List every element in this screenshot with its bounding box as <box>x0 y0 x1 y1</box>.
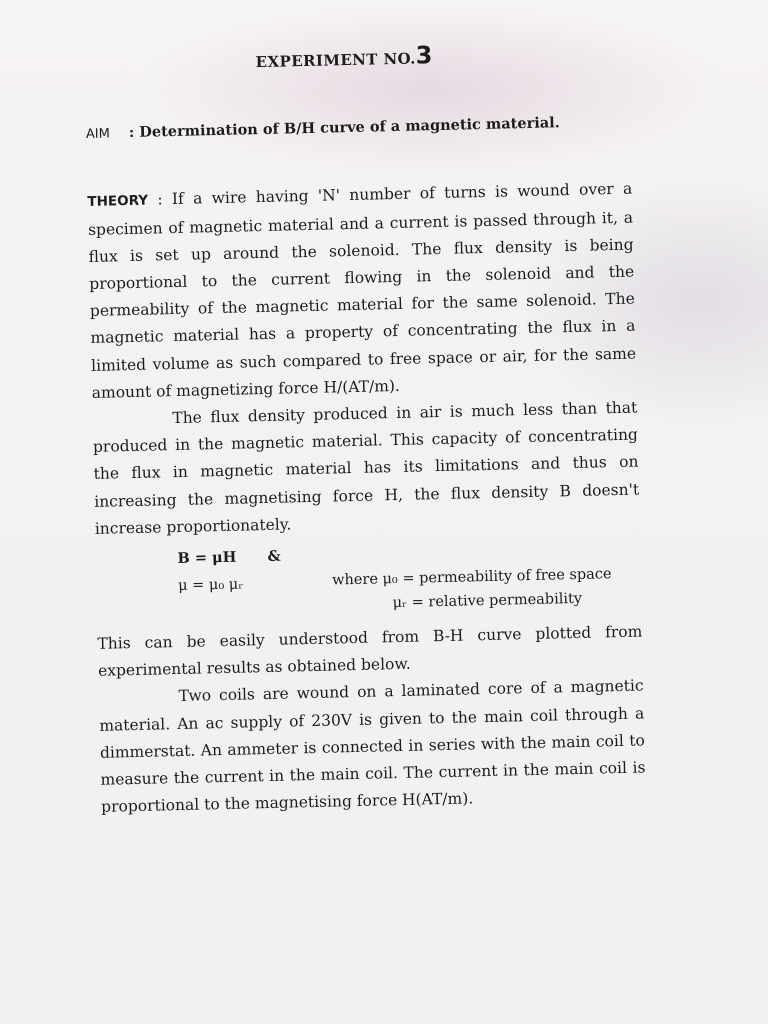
theory-label: THEORY <box>87 192 149 211</box>
where-mur: μᵣ = relative permeability <box>392 590 583 612</box>
equation-b-mu-h: B = μH <box>177 548 237 568</box>
paragraph-bh-curve: This can be easily understood from B-H curve plotted from experimental results as obtained below. <box>97 622 643 681</box>
theory-text: If a wire having 'N' number of turns is wound over a specimen of magnetic material and a current is passed through it, a flux is set up around the solenoid. The flux density is being proportional to the current flowing in the solenoid and the permeability of the magnetic material for the same solenoid. The magnetic material has a property of concentrating the flux in a limited volume as such compared to free space or air, for the same amount of magnetizing force H/(AT/m). <box>87 180 637 402</box>
equations <box>95 535 641 612</box>
theory-section <box>87 176 637 407</box>
equation-ampersand: & <box>267 547 281 566</box>
aim-label: AIM <box>85 126 111 143</box>
equation-mu: μ = μ₀ μᵣ <box>178 576 244 595</box>
experiment-title-text: EXPERIMENT NO. <box>255 49 416 72</box>
experiment-number: 3 <box>415 41 434 70</box>
aim-separator: : <box>128 124 135 142</box>
aim-section <box>86 108 631 149</box>
theory-separator: : <box>157 190 163 209</box>
faded-bleedthrough <box>300 870 580 910</box>
aim-text: Determination of B/H curve of a magnetic material. <box>139 114 560 141</box>
where-mu0: where μ₀ = permeability of free space <box>331 566 612 589</box>
document-body <box>84 38 646 822</box>
paragraph-flux-density: The flux density produced in air is much less than that produced in the magnetic material. This capacity of concentrating the flux in magnetic material has its limitations and thus on increasing the magnetising force H, the flux density B doesn't increase proportionately. <box>92 398 640 538</box>
paragraph-coils: Two coils are wound on a laminated core of a magnetic material. An ac supply of 230V is given to the main coil through a dimmerstat. An ammeter is connected in series with the main coil to measure the current in the main coil. The current in the main coil is proportional to the magnetising force H(AT/m). <box>99 676 646 817</box>
experiment-title <box>194 41 495 78</box>
